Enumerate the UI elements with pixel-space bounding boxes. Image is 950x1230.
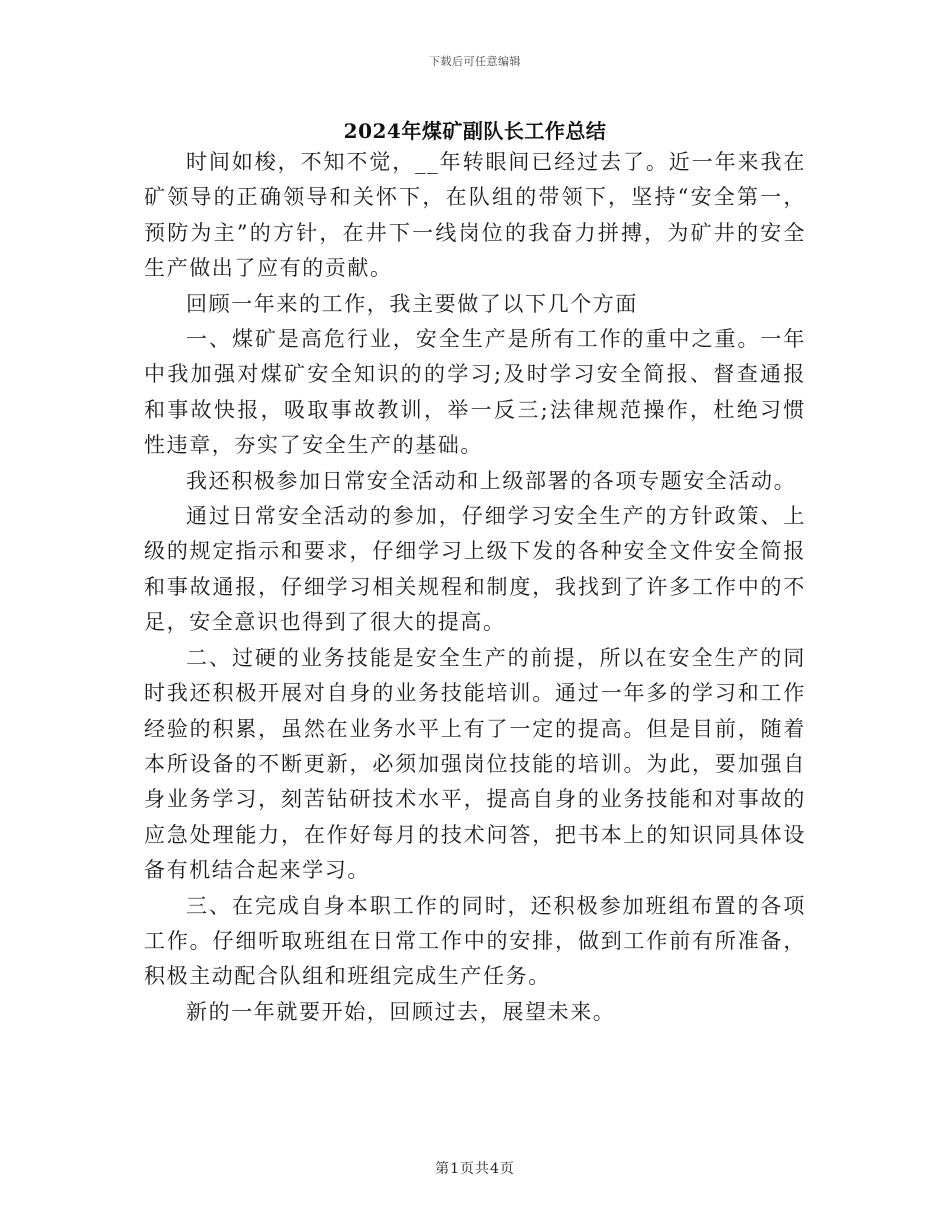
page-number-footer: 第1页共4页 [435, 1161, 515, 1177]
paragraph-outlook: 新的一年就要开始，回顾过去，展望未来。 [186, 999, 616, 1024]
paragraph-activities: 我还积极参加日常安全活动和上级部署的各项专题安全活动。 [186, 468, 797, 493]
paragraph-point-one: 一、煤矿是高危行业，安全生产是所有工作的重中之重。一年中我加强对煤矿安全知识的的学习;及时学习安全简报、督查通报和事故快报，吸取事故教训，举一反三;法律规范操作，杜绝习惯性违章，夯实了安全生产的基础。 [144, 327, 806, 458]
paragraph-point-three: 三、在完成自身本职工作的同时，还积极参加班组布置的各项工作。仔细听取班组在日常工作中的安排，做到工作前有所准备，积极主动配合队组和班组完成生产任务。 [144, 893, 806, 989]
document-title: 2024年煤矿副队长工作总结 [343, 119, 607, 143]
paragraph-point-two: 二、过硬的业务技能是安全生产的前提，所以在安全生产的同时我还积极开展对自身的业务技能培训。通过一年多的学习和工作经验的积累，虽然在业务水平上有了一定的提高。但是目前，随着本所设备的不断更新，必须加强岗位技能的培训。为此，要加强自身业务学习，刻苦钻研技术水平，提高自身的业务技能和对事故的应急处理能力，在作好每月的技术问答，把书本上的知识同具体设备有机结合起来学习。 [144, 645, 806, 883]
paragraph-intro: 时间如梭，不知不觉，__年转眼间已经过去了。近一年来我在矿领导的正确领导和关怀下，在队组的带领下，坚持“安全第一，预防为主”的方针，在井下一线岗位的我奋力拼搏，为矿井的安全生产做出了应有的贡献。 [144, 150, 806, 281]
document-body [144, 145, 806, 1030]
paragraph-activities-detail: 通过日常安全活动的参加，仔细学习安全生产的方针政策、上级的规定指示和要求，仔细学习上级下发的各种安全文件安全简报和事故通报，仔细学习相关规程和制度，我找到了许多工作中的不足，安全意识也得到了很大的提高。 [144, 504, 806, 635]
header-note: 下载后可任意编辑 [429, 55, 521, 68]
paragraph-review: 回顾一年来的工作，我主要做了以下几个方面 [186, 291, 638, 316]
